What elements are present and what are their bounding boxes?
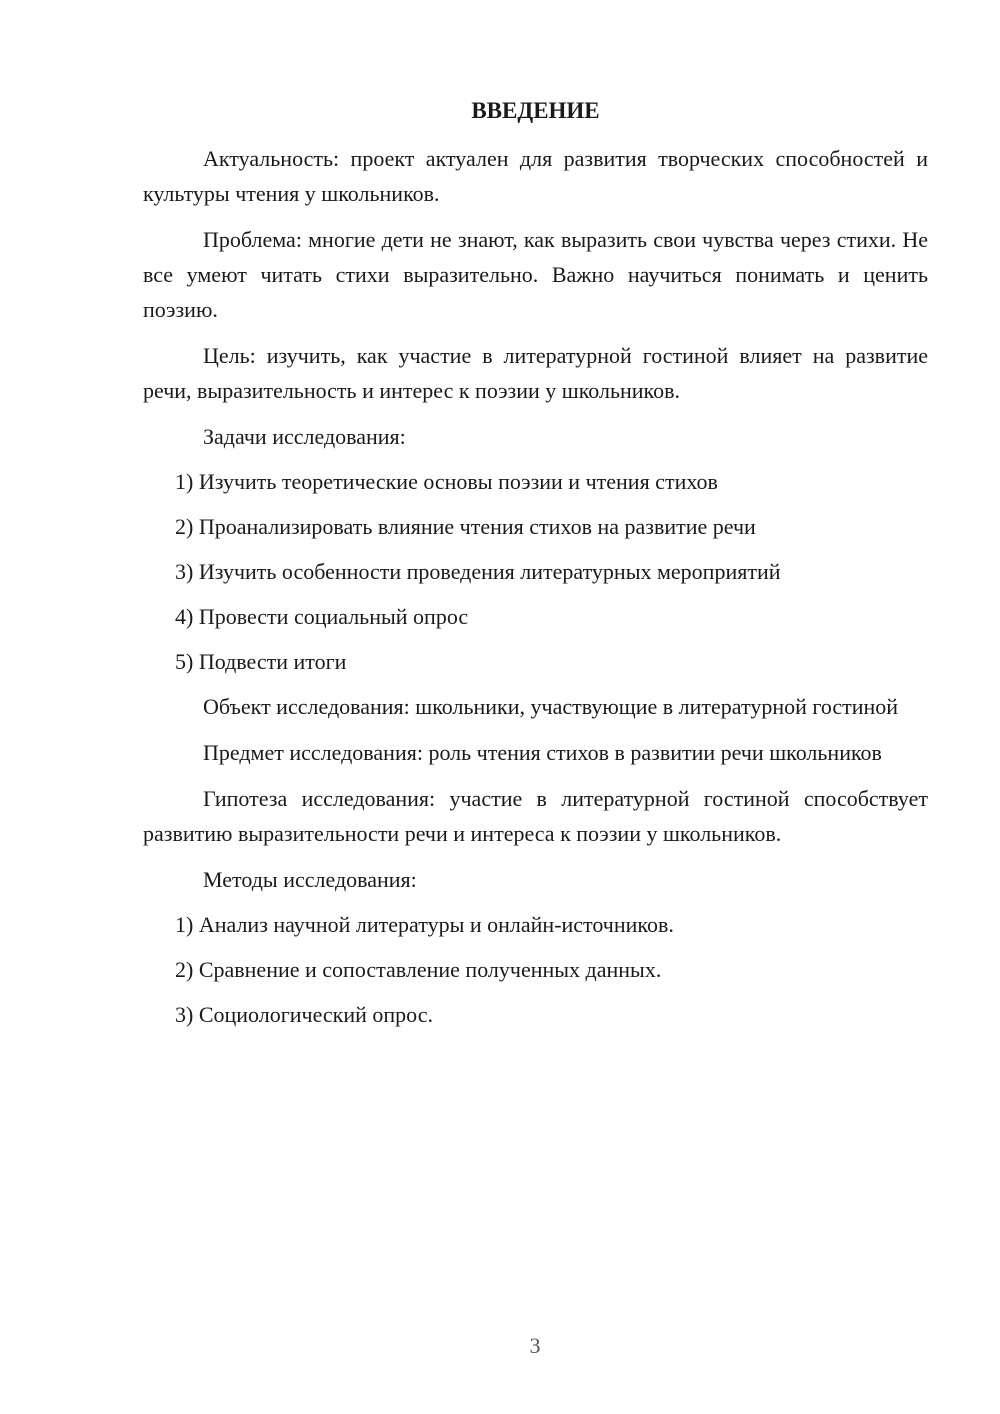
page-number: 3 <box>529 1333 541 1358</box>
methods-title: Методы исследования: <box>203 867 417 892</box>
section-heading: ВВЕДЕНИЕ <box>471 98 600 123</box>
relevance-paragraph: Актуальность: проект актуален для развития творческих способностей и культуры чтения у школьников. <box>143 146 928 206</box>
list-item: 2) Сравнение и сопоставление полученных данных. <box>175 957 662 982</box>
tasks-list <box>143 464 928 679</box>
list-item: 2) Проанализировать влияние чтения стихов на развитие речи <box>175 514 756 539</box>
list-item: 3) Изучить особенности проведения литературных мероприятий <box>175 559 781 584</box>
list-item: 1) Изучить теоретические основы поэзии и чтения стихов <box>175 469 718 494</box>
problem-paragraph: Проблема: многие дети не знают, как выразить свои чувства через стихи. Не все умеют читать стихи выразительно. Важно научиться понимать и ценить поэзию. <box>143 227 928 322</box>
tasks-title: Задачи исследования: <box>203 424 406 449</box>
methods-list <box>143 907 928 1032</box>
list-item: 4) Провести социальный опрос <box>175 604 469 629</box>
document-page <box>143 96 928 1042</box>
list-item: 1) Анализ научной литературы и онлайн-источников. <box>175 912 674 937</box>
subject-paragraph: Предмет исследования: роль чтения стихов в развитии речи школьников <box>203 740 882 765</box>
object-paragraph: Объект исследования: школьники, участвующие в литературной гостиной <box>203 694 899 719</box>
list-item: 3) Социологический опрос. <box>175 1002 433 1027</box>
hypothesis-paragraph: Гипотеза исследования: участие в литературной гостиной способствует развитию выразительности речи и интереса к поэзии у школьников. <box>143 786 928 846</box>
list-item: 5) Подвести итоги <box>175 649 347 674</box>
goal-paragraph: Цель: изучить, как участие в литературной гостиной влияет на развитие речи, выразительность и интерес к поэзии у школьников. <box>143 343 928 403</box>
